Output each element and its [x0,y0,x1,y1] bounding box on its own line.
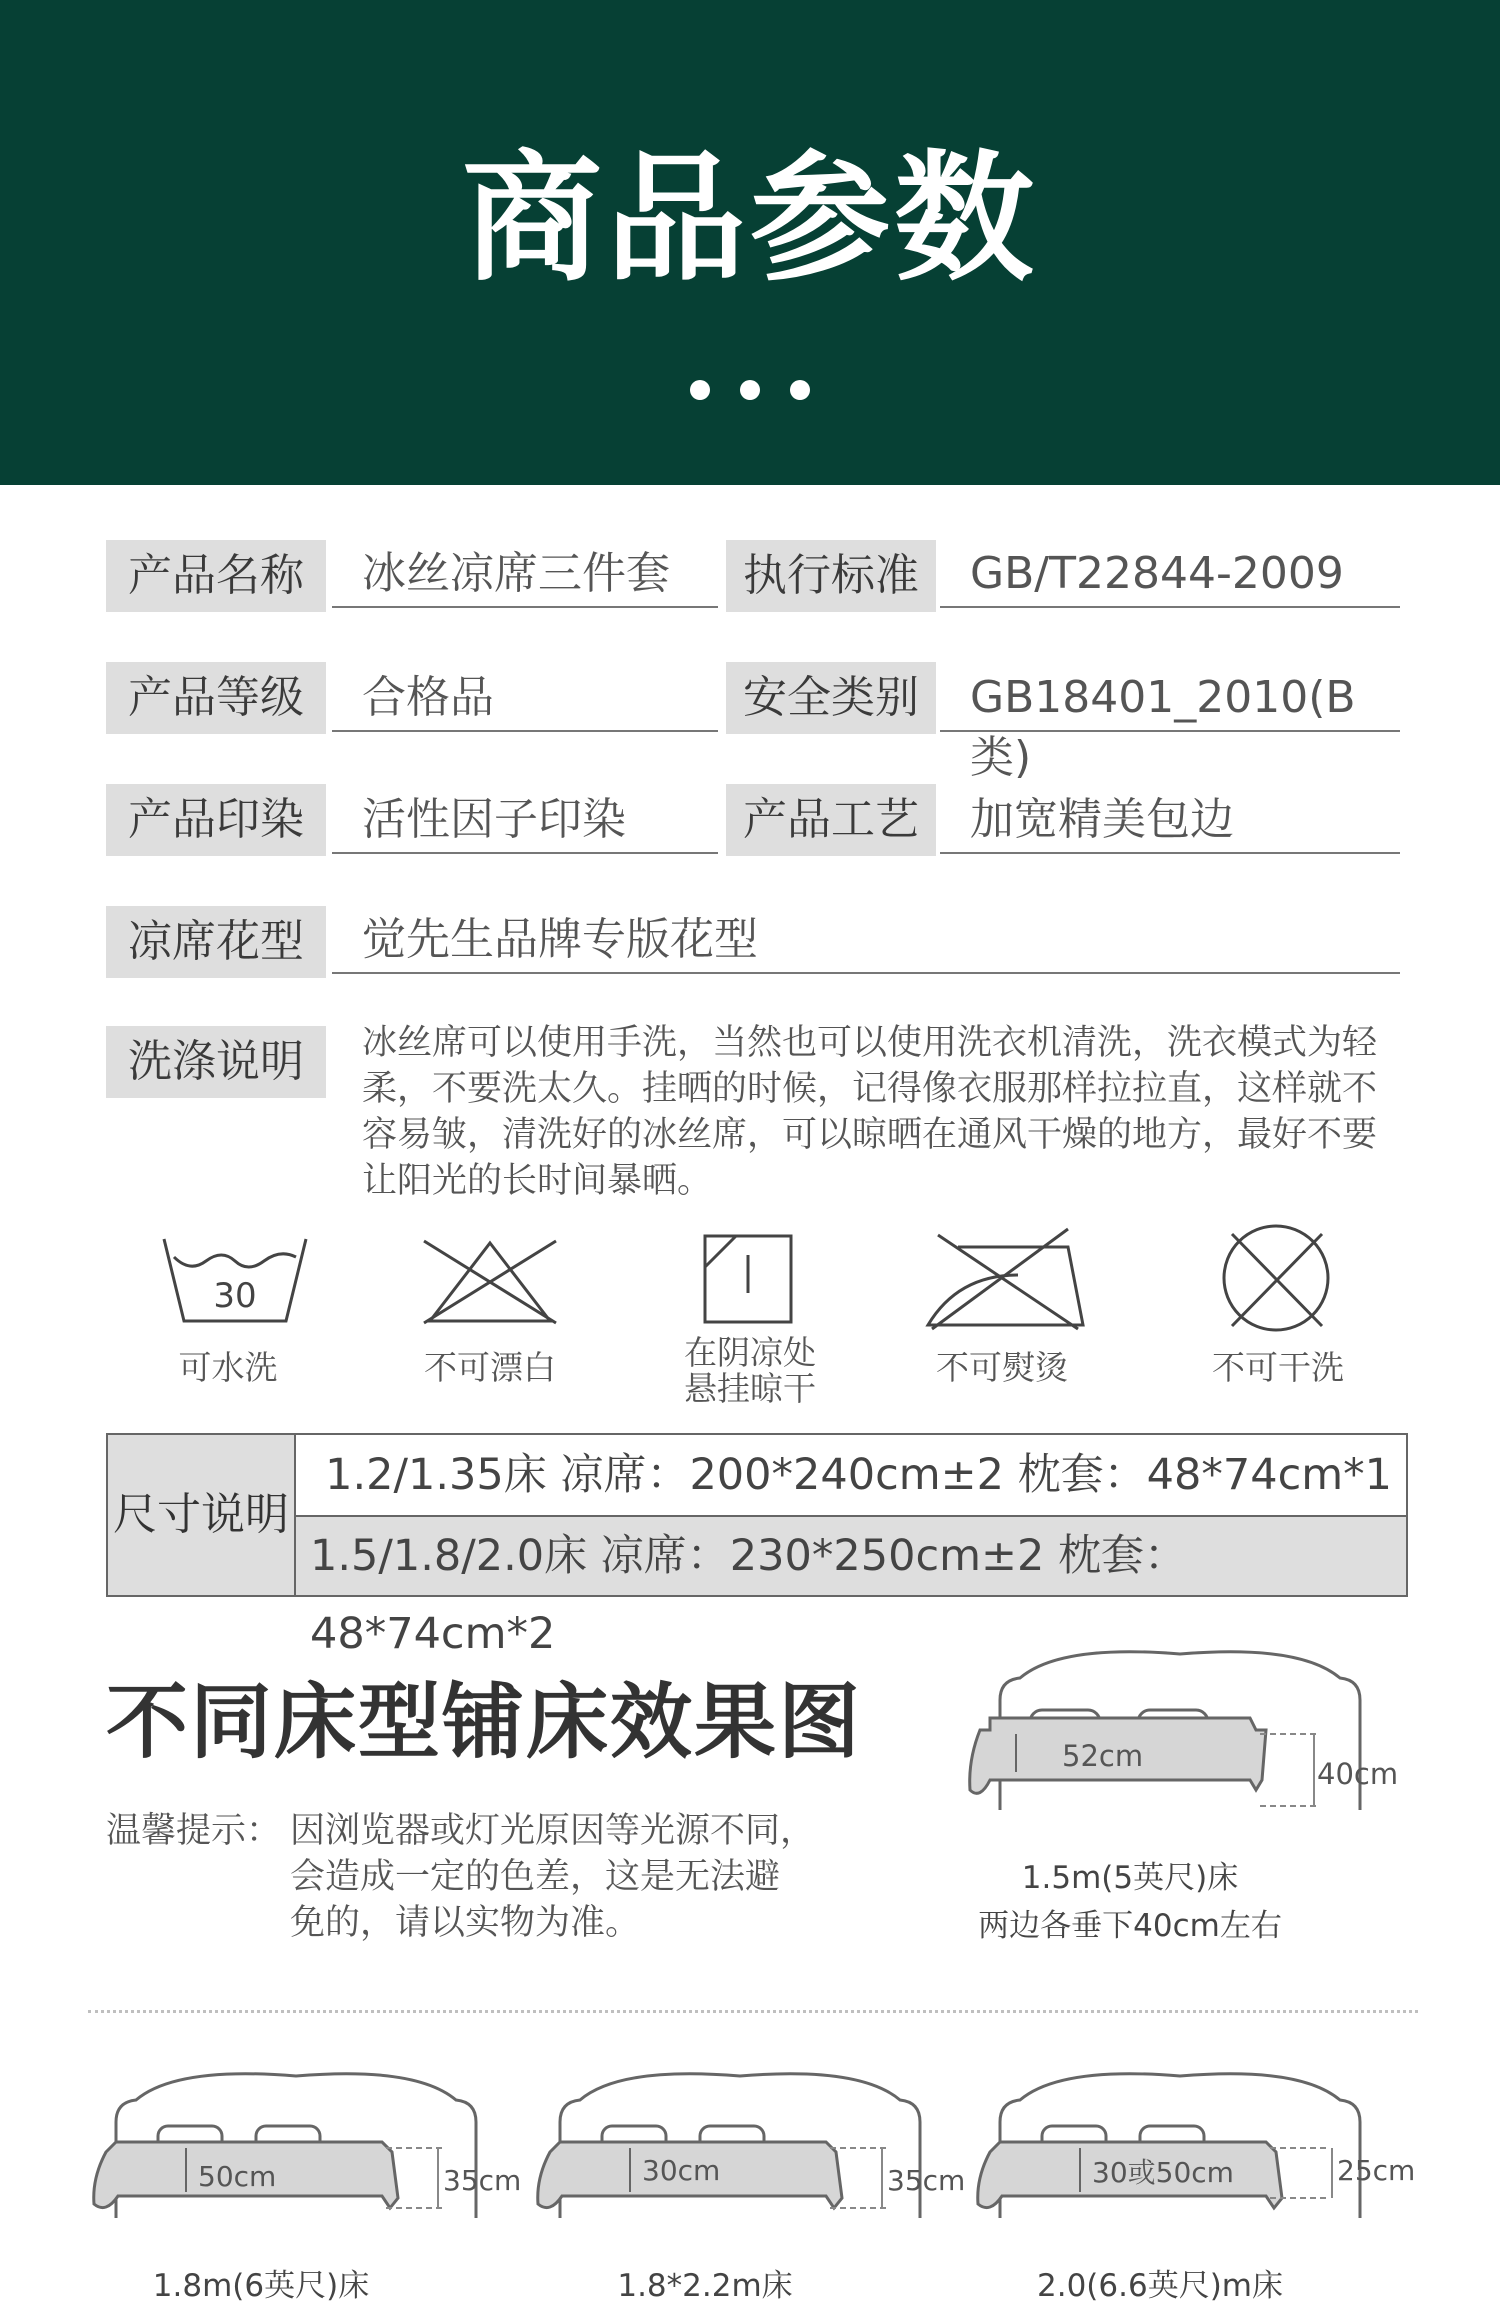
size-row: 1.5/1.8/2.0床 凉席：230*250cm±2 枕套：48*74cm*2 [296,1515,1406,1595]
tip-text: 会造成一定的色差，这是无法避 [290,1857,781,1897]
size-row: 1.2/1.35床 凉席：200*240cm±2 枕套：48*74cm*1 [325,1450,1392,1500]
bed-caption: 1.5m(5英尺)床 [1021,1860,1239,1896]
svg-text:30或50cm: 30或50cm [1092,2156,1234,2189]
washing-text: 冰丝席可以使用手洗，当然也可以使用洗衣机清洗，洗衣模式为轻柔，不要洗太久。挂晒的时候，记得像衣服那样拉拉直，这样就不容易皱，清洗好的冰丝席，可以晾晒在通风干燥的地方，最好不要让阳光的长时间暴晒。 [362,1023,1378,1201]
tip-text: 免的，请以实物为准。 [290,1903,641,1943]
divider [88,2010,1418,2013]
care-label: 在阴凉处 悬挂晾干 [684,1333,816,1408]
beds-title: 不同床型铺床效果图 [106,1675,863,1770]
param-value: GB18401_2010(B类) [940,668,1400,732]
param-label: 产品工艺 [726,784,936,856]
param-label: 执行标准 [726,540,936,612]
svg-text:50cm: 50cm [198,2160,277,2193]
param-label: 产品等级 [106,662,326,734]
hang-dry-shade-icon [702,1233,794,1325]
bed-caption: 1.8m(6英尺)床 [152,2268,370,2304]
washing-label: 洗涤说明 [106,1026,326,1098]
care-label: 不可干洗 [1212,1348,1344,1387]
tip-text: 因浏览器或灯光原因等光源不同， [290,1811,816,1851]
bed-diagram [86,2068,536,2248]
dot [690,380,710,400]
svg-text:25cm: 25cm [1337,2154,1416,2187]
svg-text:30: 30 [213,1276,257,1316]
no-iron-icon [918,1225,1088,1333]
dot [790,380,810,400]
size-label: 尺寸说明 [108,1435,296,1595]
param-label: 安全类别 [726,662,936,734]
care-label: 不可熨烫 [936,1348,1068,1387]
param-label: 凉席花型 [106,906,326,978]
bed-diagram [960,1650,1410,1830]
param-value: 活性因子印染 [332,790,718,854]
bed-caption: 两边各垂下40cm左右 [978,1908,1282,1944]
param-value: 冰丝凉席三件套 [332,544,718,608]
header-banner [0,0,1500,485]
no-bleach-icon [420,1237,560,1327]
page-title: 商品参数 [461,138,1038,301]
bed-caption: 2.0(6.6英尺)m床 [1037,2268,1283,2304]
param-value: 加宽精美包边 [940,790,1400,854]
bed-diagram [970,2068,1420,2248]
no-dry-clean-icon [1218,1222,1334,1334]
param-label: 产品印染 [106,784,326,856]
svg-text:52cm: 52cm [1062,1739,1144,1773]
size-table [106,1433,1408,1659]
wash-30-icon [160,1235,310,1325]
bed-diagram [530,2068,980,2248]
bed-caption: 1.8*2.2m床 [617,2268,793,2304]
param-value: 合格品 [332,668,718,732]
care-label: 不可漂白 [424,1348,556,1387]
svg-text:35cm: 35cm [443,2164,522,2197]
param-value: GB/T22844-2009 [940,544,1400,608]
param-label: 产品名称 [106,540,326,612]
param-value: 觉先生品牌专版花型 [332,910,1400,974]
svg-text:35cm: 35cm [887,2164,966,2197]
tip-label: 温馨提示： [106,1811,282,1851]
care-label: 可水洗 [178,1348,278,1387]
svg-text:40cm: 40cm [1317,1757,1399,1791]
dot [740,380,760,400]
svg-text:30cm: 30cm [642,2154,721,2187]
dots-decoration [690,380,810,400]
